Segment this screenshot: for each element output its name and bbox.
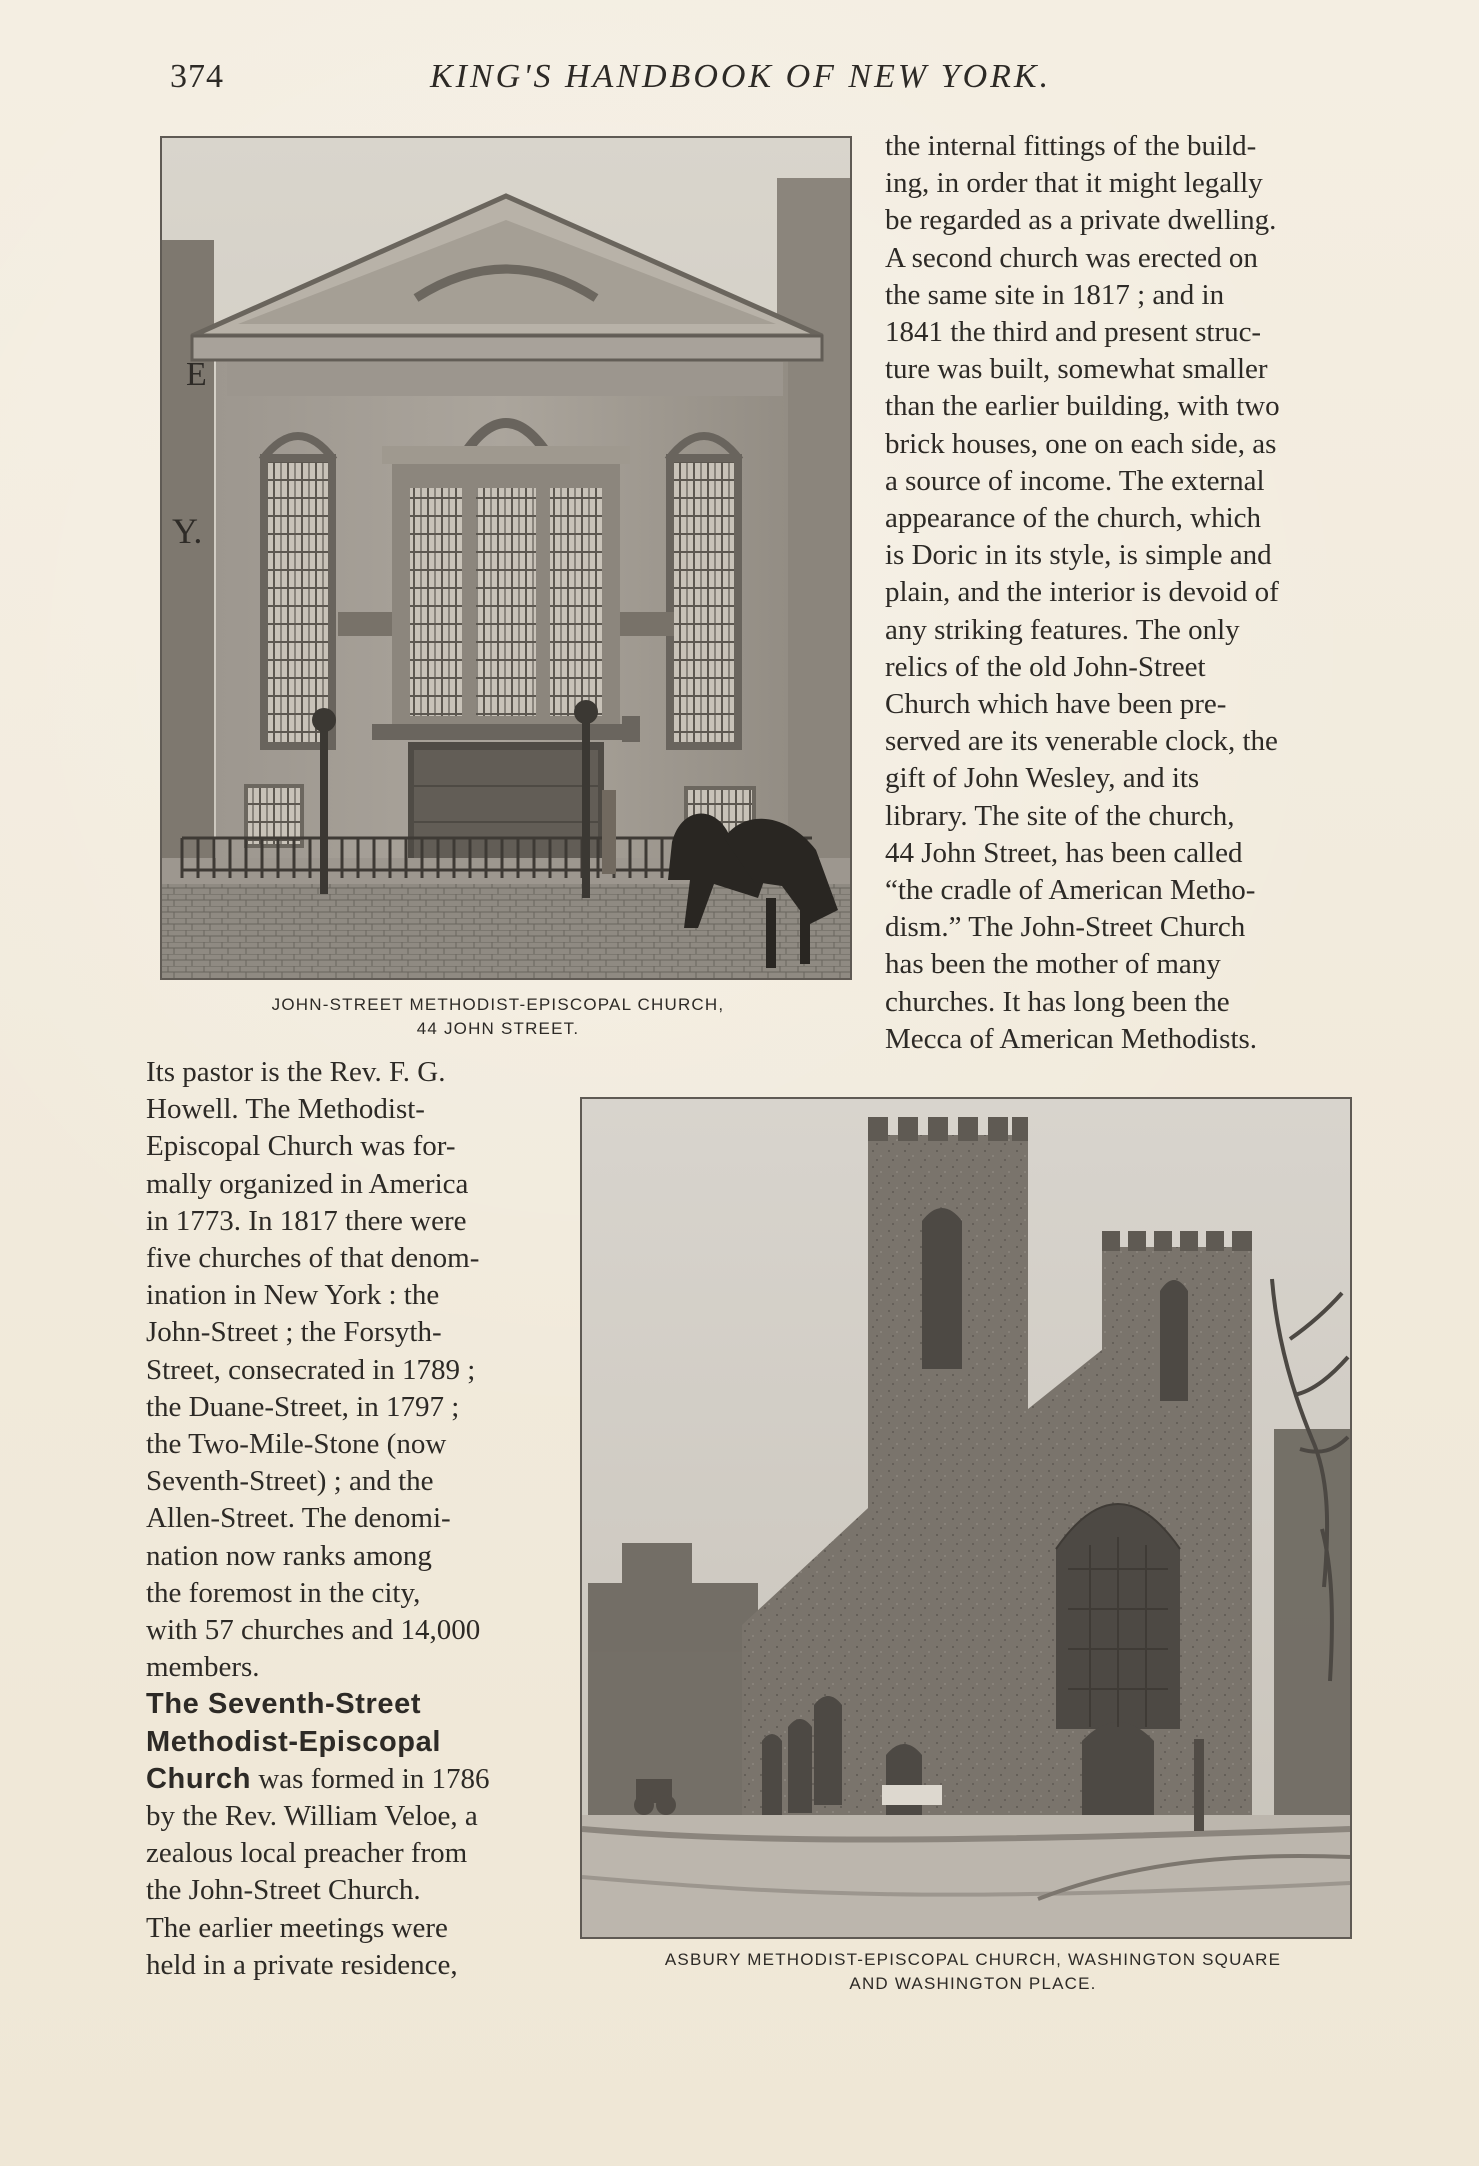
top-caption-line-1: JOHN-STREET METHODIST-EPISCOPAL CHURCH, (271, 995, 725, 1014)
left-column-line: Street, consecrated in 1789 ; (146, 1353, 476, 1386)
right-column-line: a source of income. The external (885, 464, 1265, 497)
right-column-line: gift of John Wesley, and its (885, 762, 1200, 795)
section-body-line: zealous local preacher from (146, 1837, 468, 1870)
page-number: 374 (170, 58, 224, 95)
section-body-line: held in a private residence, (146, 1948, 458, 1981)
asbury-church-photo (580, 1097, 1352, 1939)
running-head: KING'S HANDBOOK OF NEW YORK. (430, 58, 1052, 95)
left-column-line: Episcopal Church was for- (146, 1130, 456, 1163)
right-column-line: the internal fittings of the build- (885, 130, 1257, 162)
left-column-line: John-Street ; the Forsyth- (146, 1316, 442, 1349)
right-column-line: 1841 the third and present struc- (885, 316, 1262, 349)
right-column-line: brick houses, one on each side, as (885, 427, 1277, 460)
bottom-caption-line-1: ASBURY METHODIST-EPISCOPAL CHURCH, WASHINGTON SQUARE (664, 1950, 1282, 1969)
left-column-line: nation now ranks among (146, 1539, 432, 1572)
left-column-line: Its pastor is the Rev. F. G. (146, 1056, 446, 1088)
john-street-church-photo (160, 136, 852, 980)
right-column-line: ing, in order that it might legally (885, 167, 1263, 200)
asbury-church-illustration (582, 1099, 1350, 1937)
section-heading-text-3: Church (146, 1762, 252, 1795)
left-column-line: the Two-Mile-Stone (now (146, 1428, 447, 1461)
section-heading-line-3 (146, 1761, 554, 1798)
section-body-line: The earlier meetings were (146, 1911, 448, 1944)
left-column-line: Seventh-Street) ; and the (146, 1465, 434, 1498)
right-column-line: relics of the old John-Street (885, 650, 1206, 683)
section-body-line: the John-Street Church. (146, 1874, 421, 1907)
top-caption-line-2: 44 JOHN STREET. (416, 1019, 580, 1038)
right-column-line: “the cradle of American Metho- (885, 874, 1256, 907)
right-column-line: has been the mother of many (885, 948, 1221, 981)
left-column-text (146, 1054, 554, 1984)
left-column-line: ination in New York : the (146, 1279, 440, 1312)
section-heading-text-1: The Seventh-Street (146, 1688, 422, 1721)
left-column-line: the foremost in the city, (146, 1576, 421, 1609)
right-column-line: dism.” The John-Street Church (885, 911, 1246, 944)
left-column-line: Howell. The Methodist- (146, 1093, 425, 1126)
facade-letter-y: Y. (172, 511, 203, 551)
left-column-line: with 57 churches and 14,000 (146, 1614, 481, 1647)
left-column-line: the Duane-Street, in 1797 ; (146, 1390, 460, 1423)
section-heading-line-2 (146, 1724, 554, 1761)
right-column-line: than the earlier building, with two (885, 390, 1280, 423)
right-column-line: any striking features. The only (885, 613, 1240, 646)
top-figure-caption (236, 993, 760, 1041)
right-column-line: plain, and the interior is devoid of (885, 576, 1279, 609)
left-column-line: Allen-Street. The denomi- (146, 1502, 451, 1535)
section-body-line: by the Rev. William Veloe, a (146, 1800, 478, 1833)
right-column-line: ture was built, somewhat smaller (885, 353, 1268, 386)
right-column-line: Mecca of American Methodists. (885, 1022, 1258, 1055)
section-heading-line-3-rest: was formed in 1786 (251, 1762, 490, 1795)
right-column-line: be regarded as a private dwelling. (885, 204, 1277, 237)
right-column-line: churches. It has long been the (885, 985, 1230, 1018)
left-column-line: five churches of that denom- (146, 1242, 480, 1275)
right-column-line: the same site in 1817 ; and in (885, 278, 1225, 311)
bottom-caption-line-2: AND WASHINGTON PLACE. (849, 1974, 1097, 1993)
bottom-figure-caption (629, 1948, 1317, 1996)
right-column-line: A second church was erected on (885, 241, 1258, 274)
right-column-line: is Doric in its style, is simple and (885, 539, 1272, 572)
left-column-line: in 1773. In 1817 there were (146, 1204, 467, 1237)
right-column-text (885, 128, 1377, 1058)
section-heading-line-1 (146, 1686, 554, 1723)
left-column-line: mally organized in America (146, 1167, 469, 1200)
right-column-line: 44 John Street, has been called (885, 836, 1243, 869)
john-street-church-illustration (162, 138, 850, 978)
right-column-line: appearance of the church, which (885, 502, 1261, 535)
right-column-line: library. The site of the church, (885, 799, 1235, 832)
left-column-line: members. (146, 1651, 260, 1684)
facade-letter-e: E (186, 356, 207, 393)
right-column-line: served are its venerable clock, the (885, 725, 1278, 758)
right-column-line: Church which have been pre- (885, 688, 1227, 721)
section-heading-text-2: Methodist-Episcopal (146, 1725, 441, 1758)
